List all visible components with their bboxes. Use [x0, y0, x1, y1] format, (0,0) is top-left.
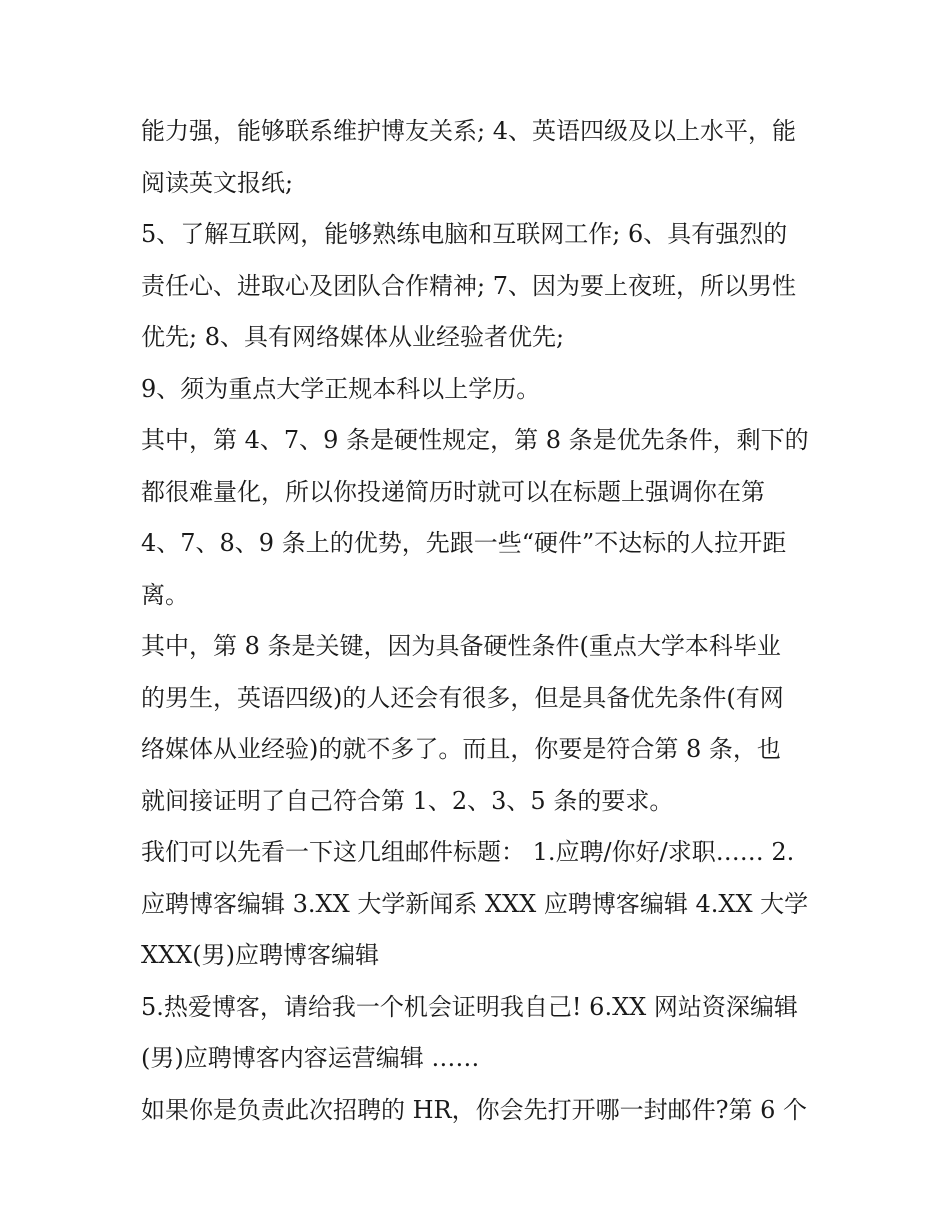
- body-text: [141, 106, 821, 1136]
- text-line: 能力强，能够联系维护博友关系; 4、英语四级及以上水平，能: [141, 117, 796, 145]
- text-line: (男)应聘博客内容运营编辑 ……: [141, 1044, 480, 1072]
- text-line: 其中，第 4、7、9 条是硬性规定，第 8 条是优先条件，剩下的: [141, 426, 809, 454]
- text-line: 我们可以先看一下这几组邮件标题： 1.应聘/你好/求职…… 2.: [141, 838, 795, 866]
- text-line: 5.热爱博客，请给我一个机会证明我自己! 6.XX 网站资深编辑: [141, 992, 798, 1021]
- text-line: 如果你是负责此次招聘的 HR，你会先打开哪一封邮件?第 6 个: [141, 1095, 808, 1124]
- text-line: 优先; 8、具有网络媒体从业经验者优先;: [141, 323, 565, 351]
- text-line: 4、7、8、9 条上的优势，先跟一些“硬件”不达标的人拉开距: [141, 529, 787, 557]
- text-line: 都很难量化，所以你投递简历时就可以在标题上强调你在第: [141, 477, 765, 506]
- text-line: 络媒体从业经验)的就不多了。而且，你要是符合第 8 条，也: [141, 735, 781, 763]
- text-line: 责任心、进取心及团队合作精神; 7、因为要上夜班，所以男性: [141, 271, 796, 300]
- text-line: 9、须为重点大学正规本科以上学历。: [141, 374, 541, 403]
- text-line: 其中，第 8 条是关键，因为具备硬性条件(重点大学本科毕业: [141, 632, 781, 660]
- text-line: 就间接证明了自己符合第 1、2、3、5 条的要求。: [141, 786, 674, 815]
- text-line: 5、了解互联网，能够熟练电脑和互联网工作; 6、具有强烈的: [141, 220, 788, 248]
- text-line: 阅读英文报纸;: [141, 168, 294, 197]
- text-line: 离。: [141, 580, 189, 609]
- text-line: 的男生，英语四级)的人还会有很多，但是具备优先条件(有网: [141, 683, 784, 712]
- text-line: XXX(男)应聘博客编辑: [141, 941, 379, 969]
- text-line: 应聘博客编辑 3.XX 大学新闻系 XXX 应聘博客编辑 4.XX 大学: [141, 889, 809, 918]
